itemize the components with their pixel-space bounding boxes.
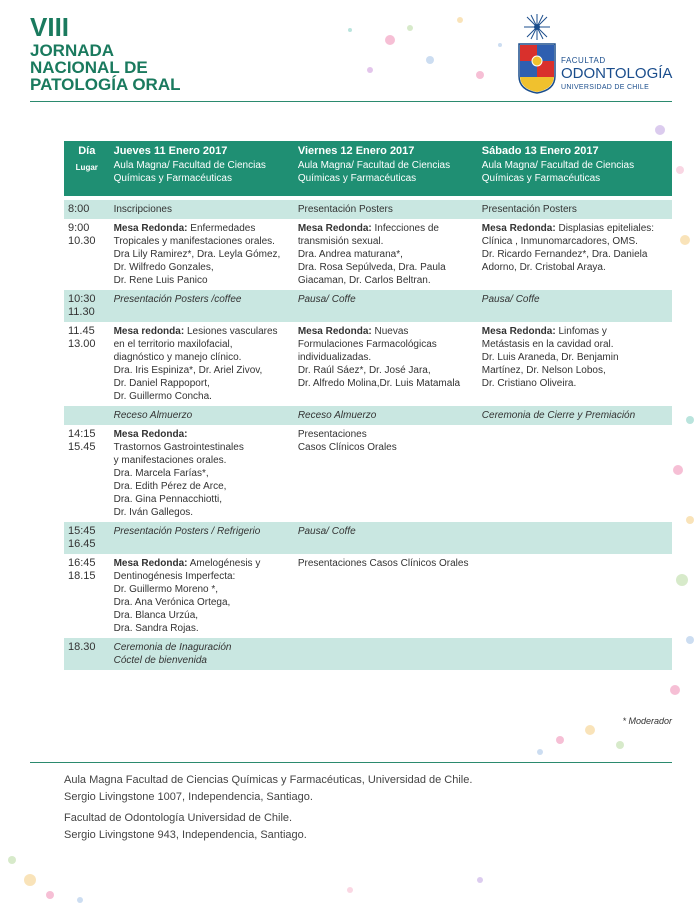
event-title-line3: PATOLOGÍA ORAL: [30, 75, 181, 94]
table-row: [64, 522, 672, 554]
session-cell: Presentación Posters /coffee: [110, 290, 294, 322]
time-start: 11.45: [68, 325, 95, 337]
day-3-place-2: Químicas y Farmacéuticas: [481, 173, 601, 184]
faculty-logo: [518, 12, 678, 97]
row-time: 8:00: [64, 200, 110, 219]
day-1-place-2: Químicas y Farmacéuticas: [113, 173, 232, 184]
moderator-note: * Moderador: [622, 716, 672, 726]
address-line: Aula Magna Facultad de Ciencias Químicas y Farmacéuticas, Universidad de Chile.: [64, 774, 473, 786]
session-cell: [110, 219, 294, 290]
session-line: Clínica , Inmunomarcadores, OMS.: [481, 236, 638, 247]
session-type: Mesa Redonda:: [113, 558, 188, 569]
top-divider: [30, 101, 672, 102]
session-title: Enfermedades: [190, 223, 256, 234]
day-2-name: Viernes 12 Enero 2017: [297, 145, 415, 157]
time-start: 15:45: [68, 525, 96, 537]
session-line: Dr. Guillermo Concha.: [113, 391, 212, 402]
session-cell: [478, 554, 672, 638]
session-line: Dra. Rosa Sepúlveda, Dra. Paula: [297, 262, 446, 273]
session-cell: [294, 425, 478, 522]
session-line: diagnóstico y manejo clínico.: [113, 352, 242, 363]
row-time: [64, 219, 110, 290]
session-line: Dr. Iván Gallegos.: [113, 507, 194, 518]
address-block-2: [64, 810, 307, 844]
event-title: [30, 14, 180, 93]
header-day-3: [478, 141, 672, 196]
table-header-row: [64, 141, 672, 196]
header-day-2: [294, 141, 478, 196]
session-cell: Presentaciones Casos Clínicos Orales: [294, 554, 478, 638]
session-type: Mesa Redonda:: [113, 223, 188, 234]
event-title-line1: JORNADA: [30, 41, 115, 60]
day-1-place: Aula Magna/ Facultad de Ciencias: [113, 160, 266, 171]
time-end: 15.45: [68, 441, 96, 453]
session-line: Dr. Ricardo Fernandez*, Dra. Daniela: [481, 249, 648, 260]
session-type: Mesa Redonda:: [481, 223, 556, 234]
header-day-1: [110, 141, 294, 196]
session-cell: [110, 554, 294, 638]
bottom-divider: [30, 762, 672, 763]
header-lugar: Lugar: [75, 163, 98, 172]
session-line: Dr. Daniel Rappoport,: [113, 378, 210, 389]
time-end: 18.15: [68, 570, 96, 582]
table-row: [64, 406, 672, 425]
day-1-name: Jueves 11 Enero 2017: [113, 145, 228, 157]
session-cell: Receso Almuerzo: [110, 406, 294, 425]
session-cell: [478, 522, 672, 554]
row-time: [64, 322, 110, 406]
session-line: Formulaciones Farmacológicas: [297, 339, 437, 350]
session-cell: [294, 219, 478, 290]
session-line: en el territorio maxilofacial,: [113, 339, 233, 350]
session-line: Tropicales y manifestaciones orales.: [113, 236, 275, 247]
day-2-place: Aula Magna/ Facultad de Ciencias: [297, 160, 451, 171]
day-2-place-2: Químicas y Farmacéuticas: [297, 173, 417, 184]
address-line: Sergio Livingstone 1007, Independencia, Santiago.: [64, 791, 313, 803]
session-cell: [110, 638, 294, 670]
session-line: Dra. Edith Pérez de Arce,: [113, 481, 227, 492]
session-type: Mesa redonda:: [113, 326, 185, 337]
time-start: 10:30: [68, 293, 96, 305]
time-end: 13.00: [68, 338, 96, 350]
session-title: Infecciones de: [374, 223, 439, 234]
session-line: Trastornos Gastrointestinales: [113, 442, 244, 453]
session-type: Mesa Redonda:: [113, 429, 188, 440]
session-line: Ceremonia de Inaguración: [113, 642, 232, 653]
address-line: Sergio Livingstone 943, Independencia, Santiago.: [64, 829, 307, 841]
event-edition: VIII: [30, 12, 70, 42]
session-line: Dentinogénesis Imperfecta:: [113, 571, 236, 582]
session-cell: Receso Almuerzo: [294, 406, 478, 425]
session-cell: Ceremonia de Cierre y Premiación: [478, 406, 672, 425]
table-row: [64, 554, 672, 638]
session-cell: [110, 425, 294, 522]
logo-facultad: FACULTAD: [561, 56, 606, 65]
table-row: [64, 425, 672, 522]
time-end: 11.30: [68, 306, 95, 318]
star-icon: [522, 12, 552, 42]
session-line: Dr. Wilfredo Gonzales,: [113, 262, 214, 273]
session-line: Dra. Sandra Rojas.: [113, 623, 199, 634]
session-line: Dra. Iris Espiniza*, Dr. Ariel Zivov,: [113, 365, 263, 376]
session-title: Displasias epiteliales:: [558, 223, 655, 234]
session-line: y manifestaciones orales.: [113, 455, 227, 466]
day-3-name: Sábado 13 Enero 2017: [481, 145, 599, 157]
session-cell: Presentación Posters / Refrigerio: [110, 522, 294, 554]
header-dia-cell: [64, 141, 110, 196]
event-title-line2: NACIONAL DE: [30, 58, 148, 77]
session-line: Dr. Cristiano Oliveira.: [481, 378, 577, 389]
session-line: Dr. Luis Araneda, Dr. Benjamin: [481, 352, 619, 363]
session-type: Mesa Redonda:: [297, 326, 372, 337]
time-start: 14:15: [68, 428, 96, 440]
session-line: individualizadas.: [297, 352, 372, 363]
address-block-1: [64, 772, 472, 806]
session-cell: Pausa/ Coffe: [478, 290, 672, 322]
session-cell: [294, 638, 478, 670]
session-line: Dra. Ana Verónica Ortega,: [113, 597, 231, 608]
session-line: Dr. Alfredo Molina,Dr. Luis Matamala: [297, 378, 461, 389]
session-line: Dra. Marcela Farías*,: [113, 468, 209, 479]
day-3-place: Aula Magna/ Facultad de Ciencias: [481, 160, 635, 171]
session-title: Linfomas y: [558, 326, 607, 337]
row-time: [64, 290, 110, 322]
session-line: Casos Clínicos Orales: [297, 442, 397, 453]
row-time: [64, 425, 110, 522]
session-title: Nuevas: [374, 326, 409, 337]
time-end: 10.30: [68, 235, 96, 247]
session-line: Dra. Gina Pennacchiotti,: [113, 494, 222, 505]
session-line: Metástasis en la cavidad oral.: [481, 339, 614, 350]
time-start: 9:00: [68, 222, 90, 234]
table-row: [64, 290, 672, 322]
row-time: [64, 554, 110, 638]
header-dia: Día: [78, 145, 96, 157]
session-cell: [294, 322, 478, 406]
session-line: Dra. Andrea maturana*,: [297, 249, 403, 260]
university-crest-icon: [518, 42, 556, 94]
table-row: [64, 322, 672, 406]
session-line: Presentaciones: [297, 429, 367, 440]
session-line: Dra. Blanca Urzúa,: [113, 610, 199, 621]
row-time: [64, 406, 110, 425]
session-type: Mesa Redonda:: [297, 223, 372, 234]
session-cell: Presentación Posters: [294, 200, 478, 219]
table-row: [64, 638, 672, 670]
session-line: Adorno, Dr. Cristobal Araya.: [481, 262, 606, 273]
logo-university: UNIVERSIDAD DE CHILE: [561, 84, 650, 91]
session-line: Martínez, Dr. Nelson Lobos,: [481, 365, 606, 376]
row-time: [64, 522, 110, 554]
session-line: Giacaman, Dr. Carlos Beltran.: [297, 275, 431, 286]
program-table: [64, 141, 672, 670]
session-cell: Inscripciones: [110, 200, 294, 219]
logo-name: ODONTOLOGÍA: [561, 65, 673, 82]
session-type: Mesa Redonda:: [481, 326, 556, 337]
session-cell: [110, 322, 294, 406]
session-cell: Pausa/ Coffe: [294, 522, 478, 554]
session-line: Dr. Rene Luis Panico: [113, 275, 208, 286]
session-line: Dr. Guillermo Moreno *,: [113, 584, 219, 595]
session-cell: Presentación Posters: [478, 200, 672, 219]
session-cell: [478, 219, 672, 290]
time-end: 16.45: [68, 538, 96, 550]
row-time: 18.30: [64, 638, 110, 670]
session-cell: [478, 425, 672, 522]
address-line: Facultad de Odontología Universidad de Chile.: [64, 812, 293, 824]
session-line: transmisión sexual.: [297, 236, 384, 247]
session-cell: [478, 638, 672, 670]
session-line: Dr. Raúl Sáez*, Dr. José Jara,: [297, 365, 431, 376]
table-row: [64, 219, 672, 290]
session-line: Cóctel de bienvenida: [113, 655, 207, 666]
time-start: 16:45: [68, 557, 96, 569]
session-cell: Pausa/ Coffe: [294, 290, 478, 322]
table-row: [64, 200, 672, 219]
session-line: Dra Lily Ramirez*, Dra. Leyla Gómez,: [113, 249, 281, 260]
session-cell: [478, 322, 672, 406]
session-title: Amelogénesis y: [189, 558, 261, 569]
session-title: Lesiones vasculares: [186, 326, 278, 337]
